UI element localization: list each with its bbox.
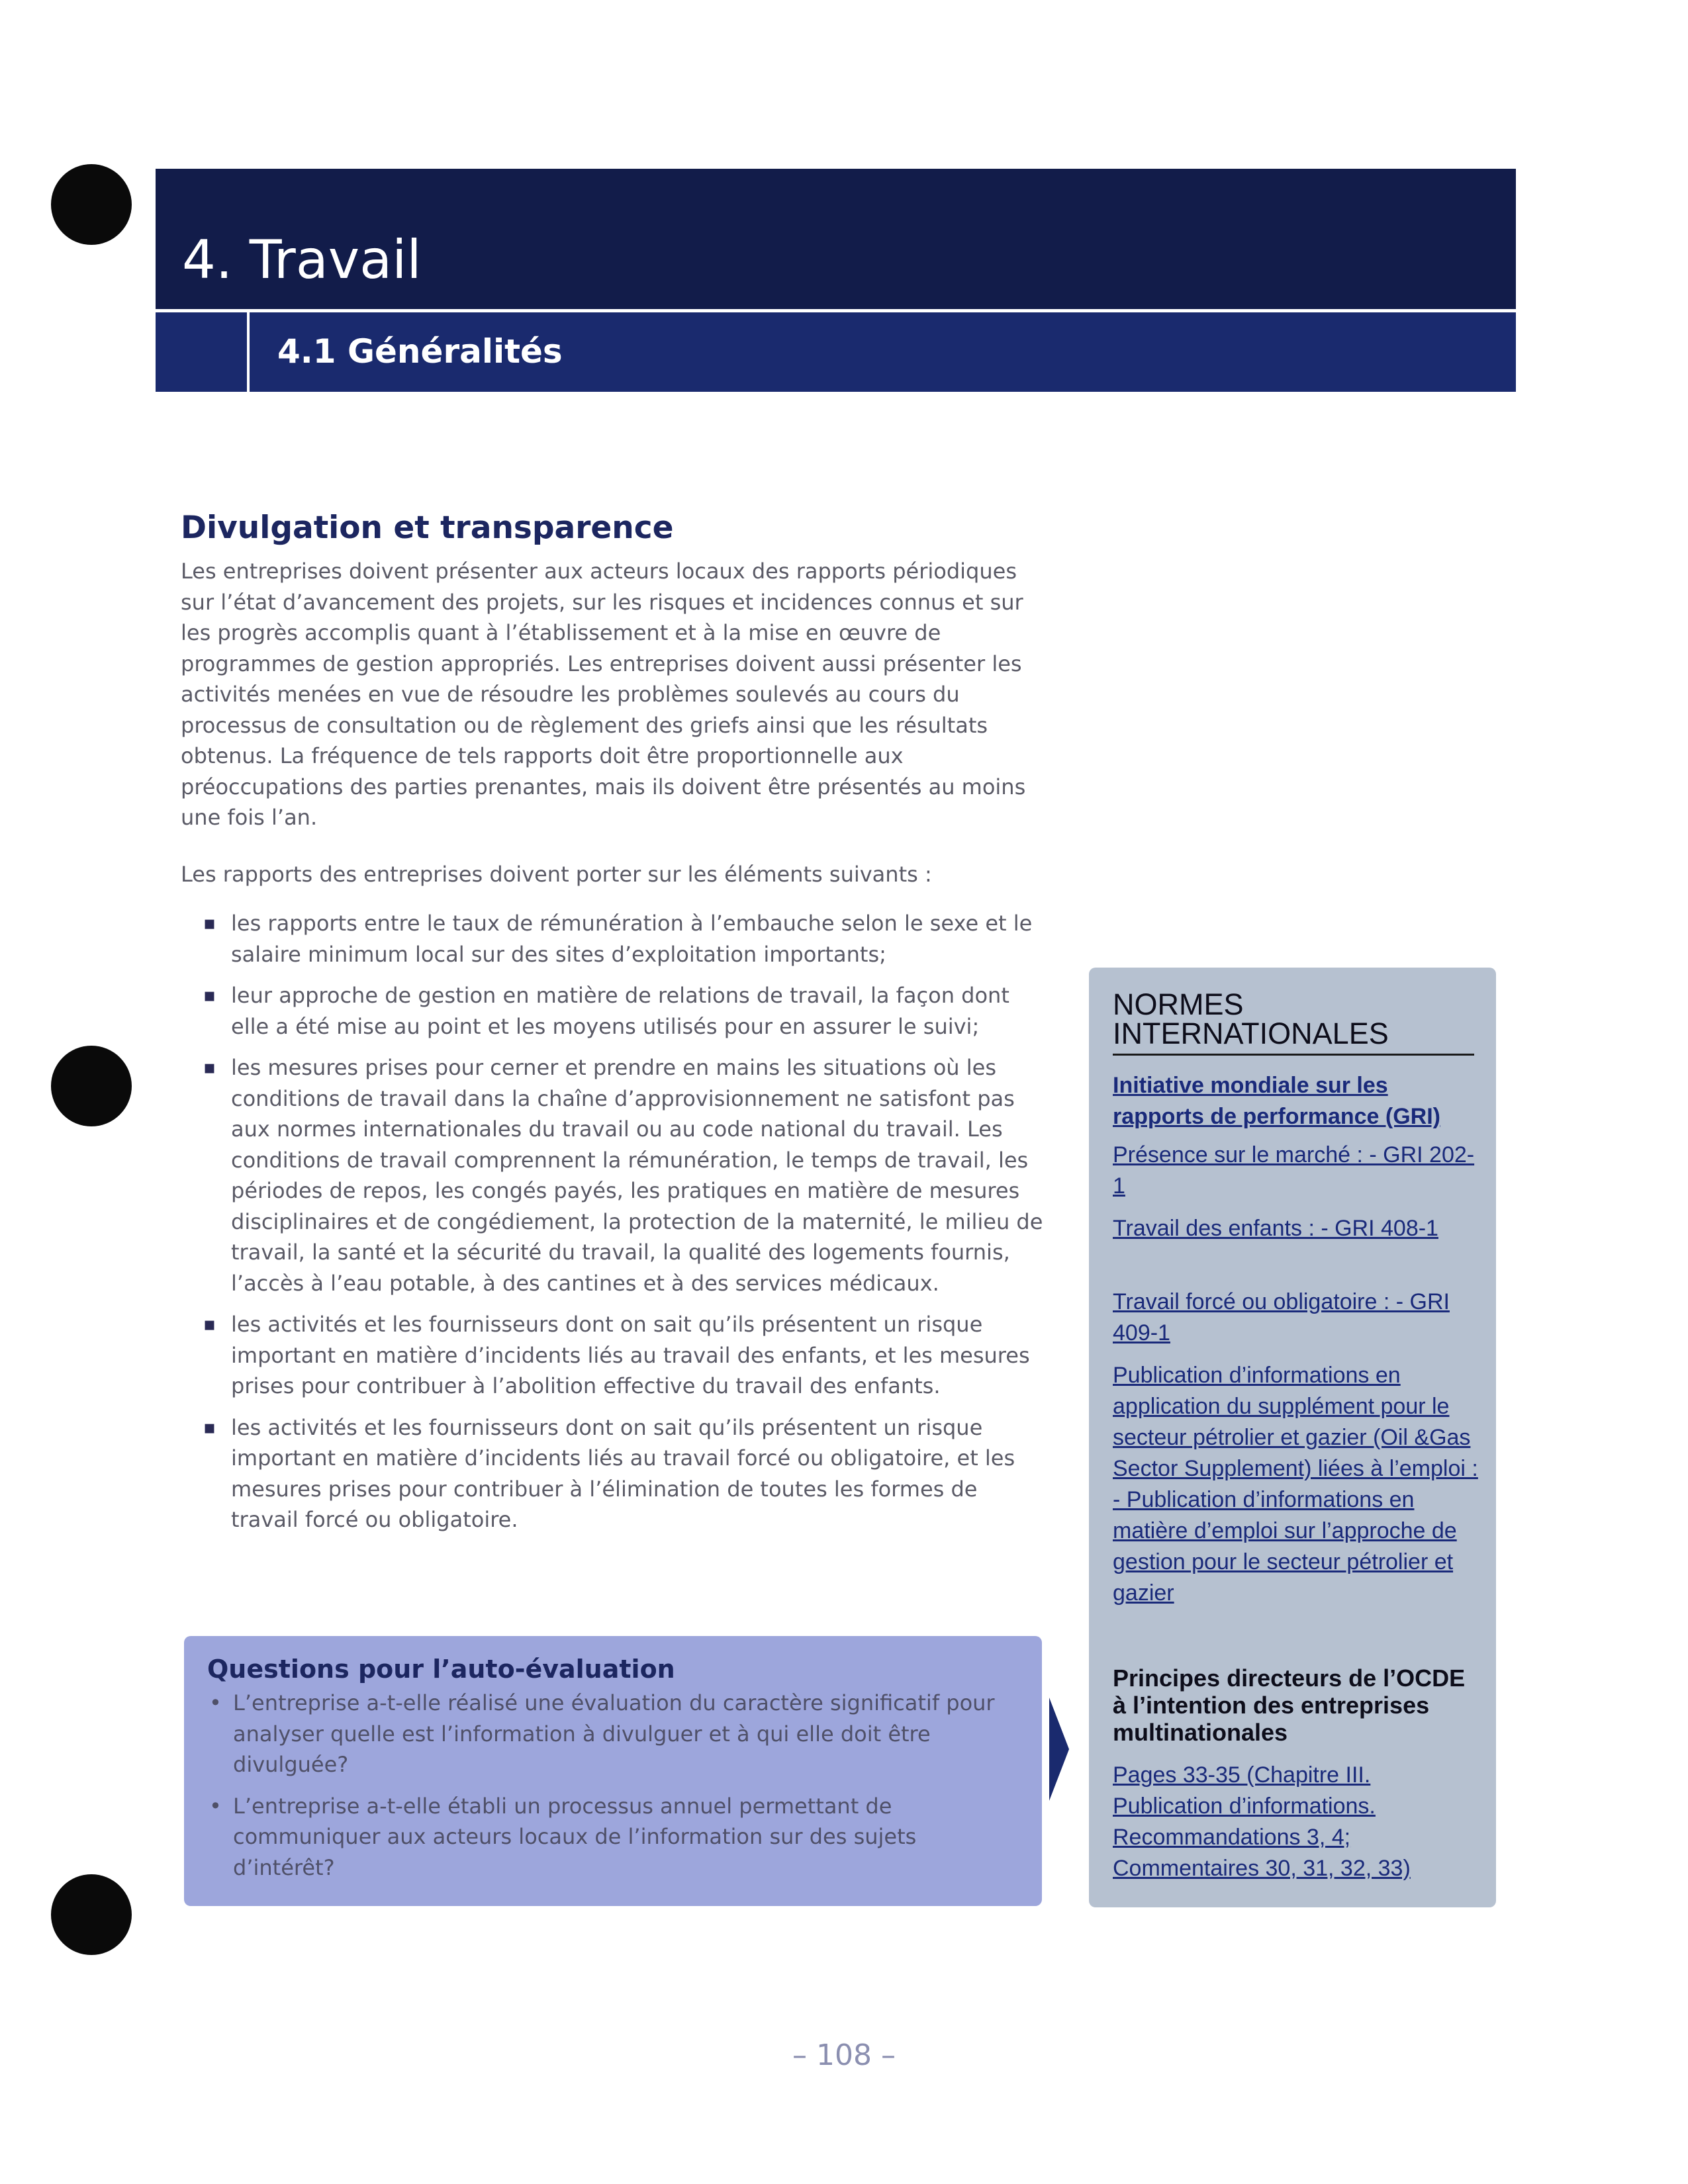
binder-hole-bottom [51,1874,132,1955]
gri-202-link[interactable]: Présence sur le marché : - GRI 202-1 [1113,1142,1475,1199]
bullet-icon: ▪ [203,1056,216,1078]
section-banner-bar [250,312,1516,392]
question-item [203,1791,997,1884]
bullet-icon: • [209,1690,222,1715]
bullet-icon: ▪ [203,984,216,1006]
oil-gas-supplement-link[interactable]: Publication d’informations en application du supplément pour le secteur pétrolier et gazier (Oil &Gas Sector Supplement) liées à l’emploi : - Publication d’informations en matière d’emploi sur l’approche de gestion pour le secteur pétrolier et gazier [1113,1363,1478,1606]
list-item [201,1412,1048,1535]
list-item-text: les mesures prises pour cerner et prendre en mains les situations où les conditions de travail dans la chaîne d’approvisionnement ne satisfont pas aux normes internationales du travail ou au code national du travail. Les conditions de travail comprennent la rémunération, le temps de travail, les périodes de repos, les congés payés, les pratiques en matière de mesures disciplinaires et de congédiement, la protection de la maternité, le milieu de travail, la santé et la sécurité du travail, la qualité des logements fournis, l’accès à l’eau potable, à des cantines et à des services médicaux. [231,1055,1043,1296]
section-banner [156,312,1516,392]
body-paragraph-1: Les entreprises doivent présenter aux acteurs locaux des rapports périodiques sur l’état d’avancement des projets, sur les risques et incidences connus et sur les progrès accomplis quant à l’établissement et à la mise en œuvre de programmes de gestion appropriés. Les entreprises doivent aussi présenter les activités menées en vue de résoudre les problèmes soulevés au cours du processus de consultation ou de règlement des griefs ainsi que les résultats obtenus. La fréquence de tels rapports doit être proportionnelle aux préoccupations des parties prenantes, mais ils doivent être présentés au moins une fois l’an. [181,559,1026,830]
bullet-icon: ▪ [203,1313,216,1335]
international-standards-sidebar [1089,968,1496,1907]
section-banner-block [156,312,247,392]
list-item [201,980,1048,1042]
section-heading: Divulgation et transparence [181,510,674,546]
list-item-text: les activités et les fournisseurs dont on sait qu’ils présentent un risque important en matière d’incidents liés au travail forcé ou obligatoire, et les mesures prises pour contribuer à l’élimination de toutes les formes de travail forcé ou obligatoire. [231,1414,1015,1532]
binder-hole-middle [51,1046,132,1126]
ocde-pages-link[interactable]: Pages 33-35 (Chapitre III. Publication d’informations. Recommandations 3, 4; Commentaires 30, 31, 32, 33) [1113,1762,1411,1881]
list-item-text: les rapports entre le taux de rémunération à l’embauche selon le sexe et le salaire minimum local sur des sites d’exploitation importants; [231,911,1033,967]
question-item [203,1688,997,1780]
chapter-title: 4. Travail [182,229,422,291]
question-text: L’entreprise a-t-elle établi un processus annuel permettant de communiquer aux acteurs locaux de l’information sur des sujets d’intérêt? [233,1793,917,1880]
gri-409-link[interactable]: Travail forcé ou obligatoire : - GRI 409-1 [1113,1289,1450,1345]
chapter-banner [156,169,1516,309]
list-item [201,1052,1048,1298]
gri-408-link[interactable]: Travail des enfants : - GRI 408-1 [1113,1216,1438,1241]
list-item [201,1309,1048,1402]
gri-heading-link[interactable]: Initiative mondiale sur les rapports de performance (GRI) [1113,1073,1440,1129]
list-item-text: leur approche de gestion en matière de relations de travail, la façon dont elle a été mise au point et les moyens utilisés pour en assurer le suivi; [231,983,1009,1039]
ocde-heading: Principes directeurs de l’OCDE à l’intention des entreprises multinationales [1113,1664,1466,1746]
bullet-icon: ▪ [203,912,216,934]
list-item [201,908,1048,970]
section-title: 4.1 Généralités [277,332,563,371]
bullet-icon: ▪ [203,1416,216,1438]
self-assessment-title: Questions pour l’auto-évaluation [207,1655,675,1684]
question-text: L’entreprise a-t-elle réalisé une évaluation du caractère significatif pour analyser quelle est l’information à divulguer et à qui elle doit être divulguée? [233,1690,995,1777]
body-paragraph-2: Les rapports des entreprises doivent porter sur les éléments suivants : [181,862,932,887]
sidebar-title: NORMES INTERNATIONALES [1113,990,1474,1056]
requirements-list [201,908,1048,1546]
list-item-text: les activités et les fournisseurs dont on sait qu’ils présentent un risque important en matière d’incidents liés au travail des enfants, et les mesures prises pour contribuer à l’abolition effective du travail des enfants. [231,1312,1030,1398]
self-assessment-box [184,1636,1042,1906]
bullet-icon: • [209,1793,222,1819]
self-assessment-list [203,1688,997,1893]
arrow-right-icon [1049,1698,1069,1801]
page-number: – 108 – [792,2038,896,2072]
binder-hole-top [51,164,132,245]
